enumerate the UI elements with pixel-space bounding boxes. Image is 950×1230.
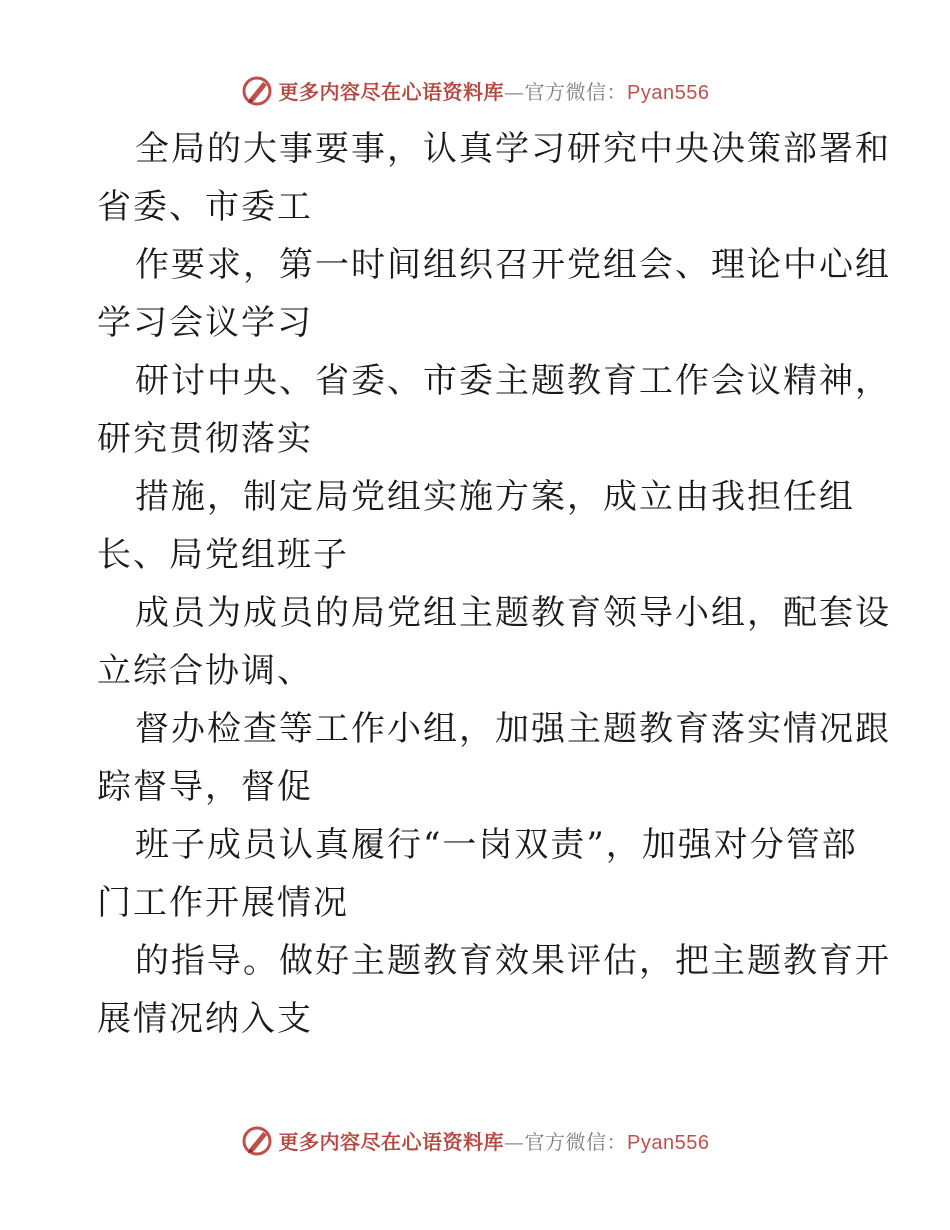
text-line: 展情况纳入支 — [97, 999, 313, 1039]
footer-brand: 更多内容尽在心语资料库 — [278, 1129, 505, 1154]
text-line: 成员为成员的局党组主题教育领导小组，配套设 — [135, 593, 891, 633]
header-wechat-id: Pyan556 — [627, 81, 710, 104]
text-line: 督办检查等工作小组，加强主题教育落实情况跟 — [135, 709, 891, 749]
pen-logo-icon — [241, 74, 273, 106]
footer-banner — [0, 1120, 950, 1160]
pen-logo-icon — [241, 1124, 273, 1156]
footer-separator: — — [504, 1129, 525, 1154]
text-line: 班子成员认真履行“一岗双责”，加强对分管部 — [135, 825, 858, 865]
text-line: 措施，制定局党组实施方案，成立由我担任组 — [135, 477, 855, 517]
footer-wechat-id: Pyan556 — [627, 1131, 710, 1154]
header-separator: — — [504, 79, 525, 104]
text-line: 作要求，第一时间组织召开党组会、理论中心组 — [135, 245, 891, 285]
header-wechat-label: 官方微信： — [524, 79, 628, 104]
body-text — [97, 120, 891, 1048]
text-line: 门工作开展情况 — [97, 883, 349, 923]
text-line: 全局的大事要事，认真学习研究中央决策部署和 — [135, 129, 891, 169]
header-banner — [0, 70, 950, 110]
footer-wechat-label: 官方微信： — [524, 1129, 628, 1154]
text-line: 研究贯彻落实 — [97, 419, 313, 459]
text-line: 研讨中央、省委、市委主题教育工作会议精神， — [135, 361, 891, 401]
text-line: 踪督导，督促 — [97, 767, 313, 807]
text-line: 长、局党组班子 — [97, 535, 349, 575]
text-line: 的指导。做好主题教育效果评估，把主题教育开 — [135, 941, 891, 981]
header-brand: 更多内容尽在心语资料库 — [278, 79, 505, 104]
text-line: 学习会议学习 — [97, 303, 313, 343]
text-line: 立综合协调、 — [97, 651, 313, 691]
footer-banner-text — [279, 1126, 710, 1155]
header-banner-text — [279, 76, 710, 105]
text-line: 省委、市委工 — [97, 187, 313, 227]
